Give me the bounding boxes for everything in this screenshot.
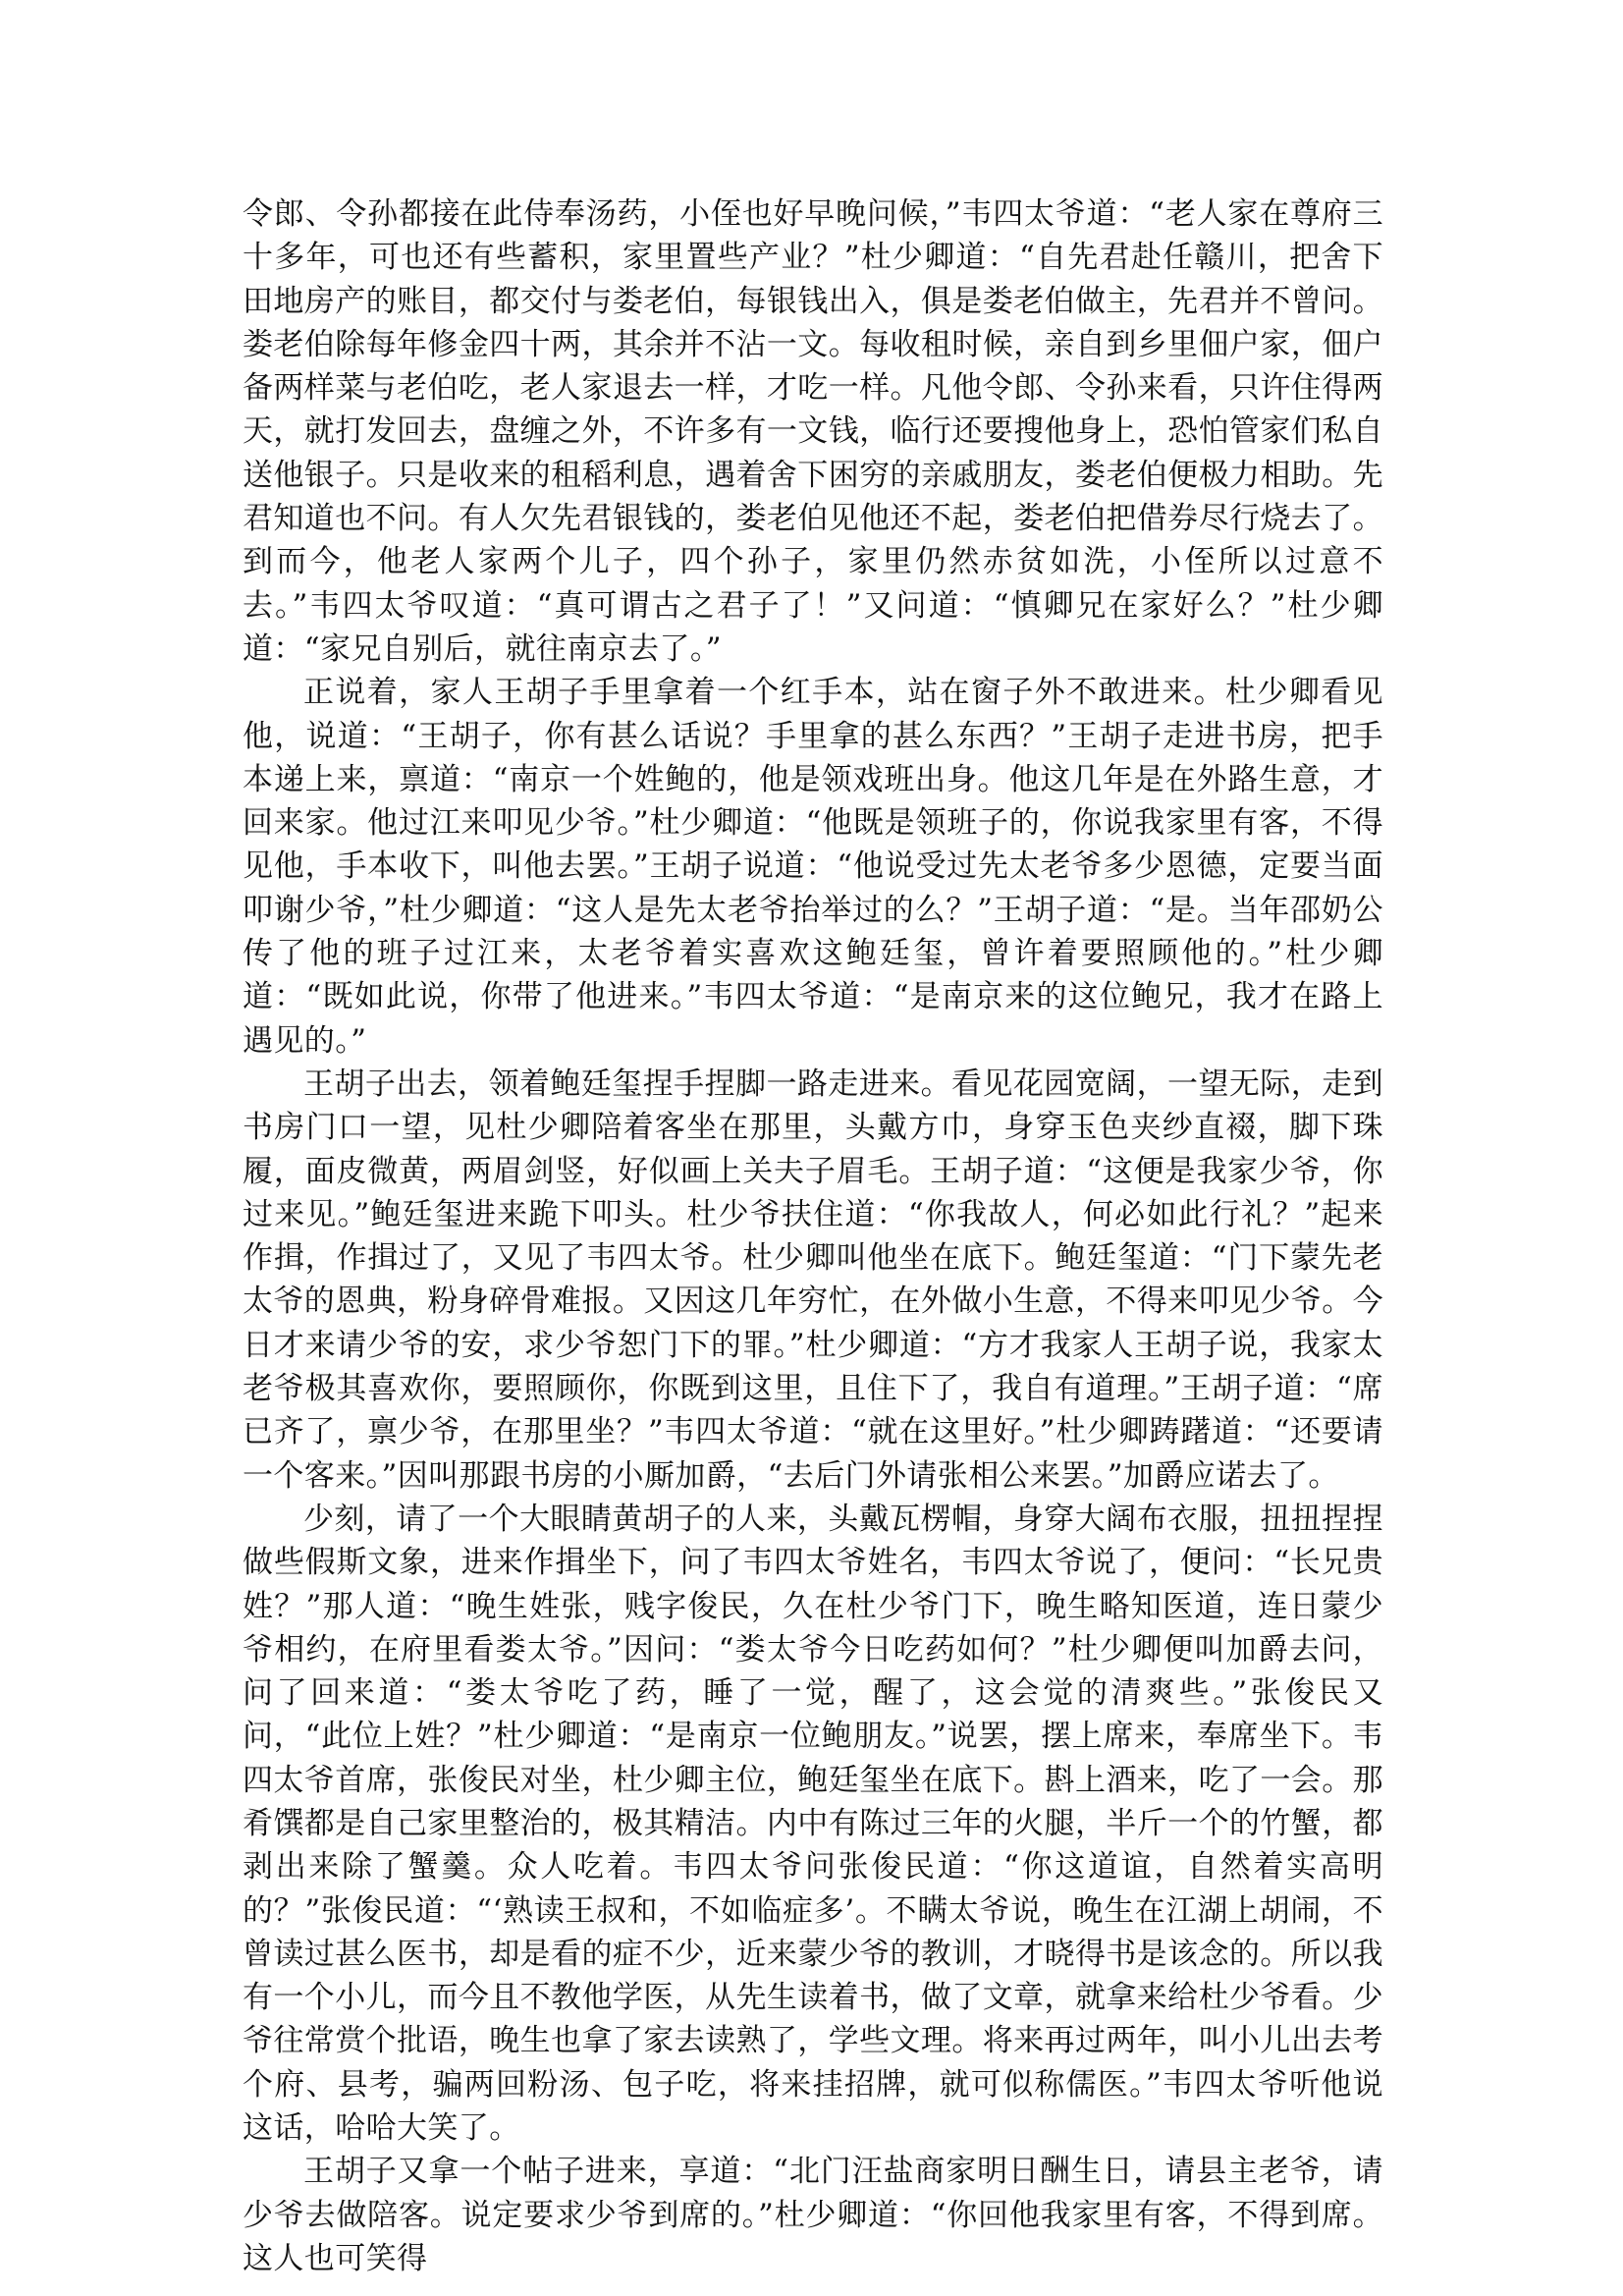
paragraph-5: 王胡子又拿一个帖子进来，享道：“北门汪盐商家明日酬生日，请县主老爷，请少爷去做陪客。说定要求少爷到席的。”杜少卿道：“你回他我家里有客，不得到席。这人也可笑得 xyxy=(243,2154,1383,2276)
paragraph-3: 王胡子出去，领着鲍廷玺捏手捏脚一路走进来。看见花园宽阔，一望无际，走到书房门口一望，见杜少卿陪着客坐在那里，头戴方巾，身穿玉色夹纱直裰，脚下珠履，面皮微黄，两眉剑竖，好似画上关夫子眉毛。王胡子道：“这便是我家少爷，你过来见。”鲍廷玺进来跪下叩头。杜少爷扶住道：“你我故人，何必如此行礼？”起来作揖，作揖过了，又见了韦四太爷。杜少卿叫他坐在底下。鲍廷玺道：“门下蒙先老太爷的恩典，粉身碎骨难报。又因这几年穷忙，在外做小生意，不得来叩见少爷。今日才来请少爷的安，求少爷恕门下的罪。”杜少卿道：“方才我家人王胡子说，我家太老爷极其喜欢你，要照顾你，你既到这里，且住下了，我自有道理。”王胡子道：“席已齐了，禀少爷，在那里坐？”韦四太爷道：“就在这里好。”杜少卿踌躇道：“还要请一个客来。”因叫那跟书房的小厮加爵，“去后门外请张相公来罢。”加爵应诺去了。 xyxy=(243,1066,1383,1494)
paragraph-4: 少刻，请了一个大眼睛黄胡子的人来，头戴瓦楞帽，身穿大阔布衣服，扭扭捏捏做些假斯文象，进来作揖坐下，问了韦四太爷姓名，韦四太爷说了，便问：“长兄贵姓？”那人道：“晚生姓张，贱字俊民，久在杜少爷门下，晚生略知医道，连日蒙少爷相约，在府里看娄太爷。”因问：“娄太爷今日吃药如何？”杜少卿便叫加爵去问，问了回来道：“娄太爷吃了药，睡了一觉，醒了，这会觉的清爽些。”张俊民又问，“此位上姓？”杜少卿道：“是南京一位鲍朋友。”说罢，摆上席来，奉席坐下。韦四太爷首席，张俊民对坐，杜少卿主位，鲍廷玺坐在底下。斟上酒来，吃了一会。那肴馔都是自己家里整治的，极其精洁。内中有陈过三年的火腿，半斤一个的竹蟹，都剥出来除了蟹羹。众人吃着。韦四太爷问张俊民道：“你这道谊，自然着实高明的？”张俊民道：“‘熟读王叔和，不如临症多’。不瞒太爷说，晚生在江湖上胡闹，不曾读过甚么医书，却是看的症不少，近来蒙少爷的教训，才晓得书是该念的。所以我有一个小儿，而今且不教他学医，从先生读着书，做了文章，就拿来给杜少爷看。少爷往常赏个批语，晚生也拿了家去读熟了，学些文理。将来再过两年，叫小儿出去考个府、县考，骗两回粉汤、包子吃，将来挂招牌，就可似称儒医。”韦四太爷听他说这话，哈哈大笑了。 xyxy=(243,1501,1383,2147)
paragraph-1: 令郎、令孙都接在此侍奉汤药，小侄也好早晚问候，”韦四太爷道：“老人家在尊府三十多年，可也还有些蓄积，家里置些产业？”杜少卿道：“自先君赴任赣川，把舍下田地房产的账目，都交付与娄老伯，每银钱出入，俱是娄老伯做主，先君并不曾问。娄老伯除每年修金四十两，其余并不沾一文。每收租时候，亲自到乡里佃户家，佃户备两样菜与老伯吃，老人家退去一样，才吃一样。凡他令郎、令孙来看，只许住得两天，就打发回去，盘缠之外，不许多有一文钱，临行还要搜他身上，恐怕管家们私自送他银子。只是收来的租稻利息，遇着舍下困穷的亲戚朋友，娄老伯便极力相助。先君知道也不问。有人欠先君银钱的，娄老伯见他还不起，娄老伯把借券尽行烧去了。到而今，他老人家两个儿子，四个孙子，家里仍然赤贫如洗，小侄所以过意不去。”韦四太爷叹道：“真可谓古之君子了！”又问道：“慎卿兄在家好么？”杜少卿道：“家兄自别后，就往南京去了。” xyxy=(243,196,1383,667)
body-text xyxy=(243,192,1383,2280)
paragraph-2: 正说着，家人王胡子手里拿着一个红手本，站在窗子外不敢进来。杜少卿看见他，说道：“王胡子，你有甚么话说？手里拿的甚么东西？”王胡子走进书房，把手本递上来，禀道：“南京一个姓鲍的，他是领戏班出身。他这几年是在外路生意，才回来家。他过江来叩见少爷。”杜少卿道：“他既是领班子的，你说我家里有客，不得见他，手本收下，叫他去罢。”王胡子说道：“他说受过先太老爷多少恩德，定要当面叩谢少爷，”杜少卿道：“这人是先太老爷抬举过的么？”王胡子道：“是。当年邵奶公传了他的班子过江来，太老爷着实喜欢这鲍廷玺，曾许着要照顾他的。”杜少卿道：“既如此说，你带了他进来。”韦四太爷道：“是南京来的这位鲍兄，我才在路上遇见的。” xyxy=(243,675,1383,1059)
